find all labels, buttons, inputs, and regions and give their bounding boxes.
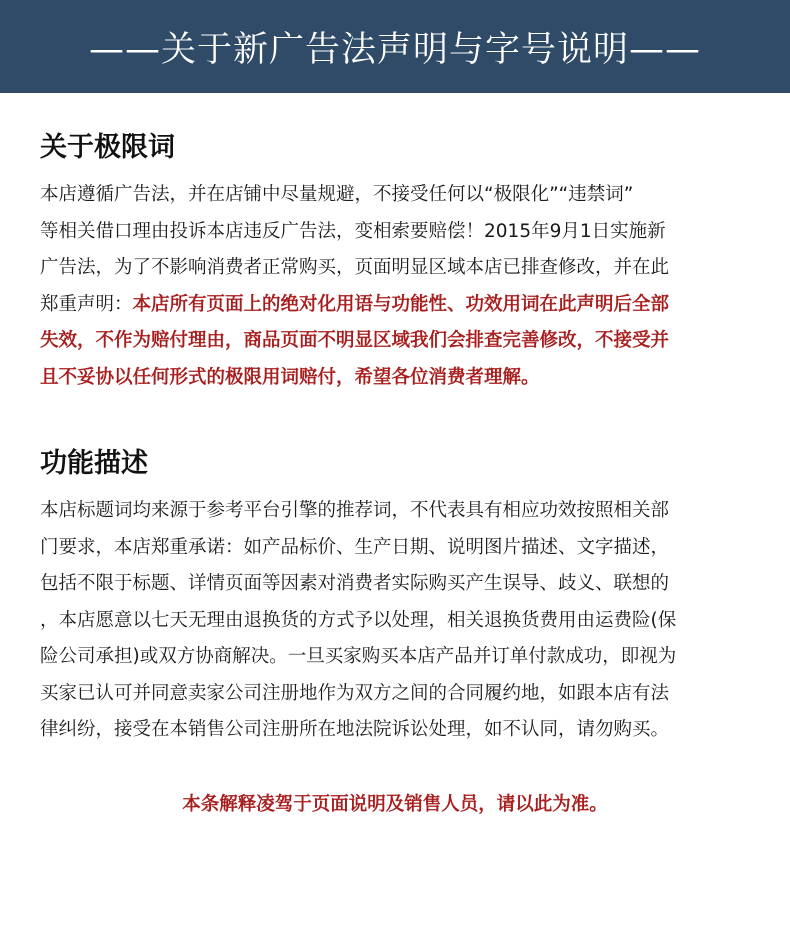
paragraph-line: 险公司承担)或双方协商解决。一旦买家购买本店产品并订单付款成功，即视为 bbox=[40, 646, 677, 667]
footer-note: 本条解释凌驾于页面说明及销售人员，请以此为准。 bbox=[182, 794, 608, 815]
paragraph-line: 本店标题词均来源于参考平台引擎的推荐词，不代表具有相应功效按照相关部 bbox=[40, 500, 670, 521]
declaration-label: 郑重声明： bbox=[40, 293, 133, 315]
section-body-function-description bbox=[40, 493, 760, 749]
paragraph-line-red: 失效，不作为赔付理由，商品页面不明显区域我们会排查完善修改，不接受并 bbox=[40, 330, 670, 351]
paragraph-line: 包括不限于标题、详情页面等因素对消费者实际购买产生误导、歧义、联想的 bbox=[40, 573, 670, 594]
paragraph-line: 买家已认可并同意卖家公司注册地作为双方之间的合同履约地，如跟本店有法 bbox=[40, 682, 670, 704]
paragraph-line: 本店遵循广告法，并在店铺中尽量规避，不接受任何以“极限化”“违禁词” bbox=[40, 184, 634, 205]
section-body-extreme-words bbox=[40, 177, 760, 396]
section-heading-function-description: 功能描述 bbox=[40, 448, 148, 479]
paragraph-line: 门要求，本店郑重承诺：如产品标价、生产日期、说明图片描述、文字描述， bbox=[40, 536, 670, 558]
section-function-description bbox=[40, 447, 760, 749]
paragraph-line-red: 且不妥协以任何形式的极限用词赔付，希望各位消费者理解。 bbox=[40, 366, 540, 388]
section-extreme-words bbox=[40, 131, 760, 396]
paragraph-line: 律纠纷，接受在本销售公司注册所在地法院诉讼处理，如不认同，请勿购买。 bbox=[40, 719, 670, 740]
paragraph-line-mixed bbox=[40, 287, 760, 324]
page-title: ——关于新广告法声明与字号说明—— bbox=[88, 29, 701, 70]
paragraph-line: 广告法，为了不影响消费者正常购买，页面明显区域本店已排查修改，并在此 bbox=[40, 257, 670, 278]
paragraph-line: ，本店愿意以七天无理由退换货的方式予以处理，相关退换货费用由运费险(保 bbox=[40, 609, 677, 631]
paragraph-line: 等相关借口理由投诉本店违反广告法，变相索要赔偿！2015年9月1日实施新 bbox=[40, 220, 666, 242]
header-banner bbox=[0, 0, 790, 93]
declaration-text-red: 本店所有页面上的绝对化用语与功能性、功效用词在此声明后全部 bbox=[132, 293, 670, 315]
section-heading-extreme-words: 关于极限词 bbox=[40, 132, 175, 163]
